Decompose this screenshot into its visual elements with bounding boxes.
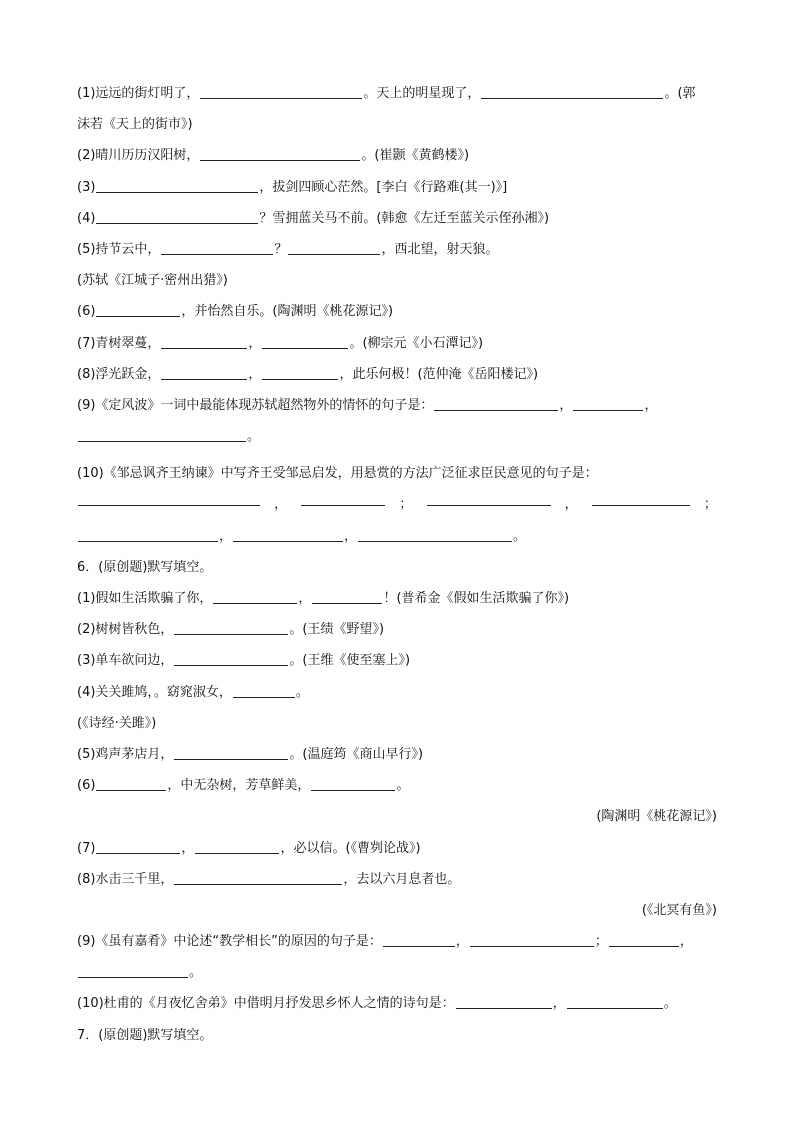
answer-blank[interactable]	[174, 868, 342, 885]
q6-item-8	[77, 864, 717, 895]
text: ，拔剑四顾心茫然。[李白《行路难(其一)》]	[259, 179, 508, 195]
answer-blank[interactable]	[96, 300, 180, 317]
answer-blank[interactable]	[96, 837, 180, 854]
citation: (陶渊明《桃花源记》)	[596, 809, 717, 825]
text: ，西北望，射天狼。	[381, 241, 499, 257]
answer-blank[interactable]	[567, 992, 663, 1009]
q6-item-6-cont	[77, 801, 717, 832]
text: ，中无杂树，芳草鲜美，	[167, 778, 311, 794]
answer-blank[interactable]	[174, 649, 288, 666]
text: ，	[248, 335, 262, 351]
text: 。(崔颢《黄鹤楼》)	[361, 148, 470, 164]
answer-blank[interactable]	[161, 238, 273, 255]
text: ，	[248, 366, 262, 382]
q6-item-3	[77, 645, 717, 676]
q5-item-2	[77, 140, 717, 171]
text: 。天上的明星现了，	[363, 86, 481, 101]
q6-heading	[77, 552, 717, 583]
answer-blank[interactable]	[383, 930, 455, 947]
text: (7)	[77, 840, 96, 856]
text: 。(温庭筠《商山早行》)	[289, 746, 424, 762]
answer-blank[interactable]	[195, 837, 279, 854]
answer-blank[interactable]	[78, 425, 246, 442]
text: ，	[644, 397, 658, 413]
answer-blank[interactable]	[262, 332, 348, 349]
answer-blank[interactable]	[161, 332, 247, 349]
answer-blank[interactable]	[96, 176, 258, 193]
q7-heading	[77, 1020, 717, 1051]
text: ，	[455, 934, 469, 950]
text: (1)假如生活欺骗了你，	[77, 591, 213, 606]
q5-item-5	[77, 234, 717, 265]
citation: (《北冥有鱼》)	[641, 902, 717, 918]
q5-item-10-cont	[77, 489, 717, 520]
citation: (《诗经·关雎》)	[77, 715, 157, 731]
text: ，	[298, 591, 312, 606]
text: 。(王维《使至塞上》)	[289, 653, 411, 669]
answer-blank[interactable]	[96, 207, 258, 224]
q6-item-10	[77, 988, 717, 1019]
q6-item-1	[77, 583, 717, 614]
text: (5)持节云中，	[77, 241, 161, 257]
answer-blank[interactable]	[213, 587, 297, 604]
text: ；	[594, 934, 608, 950]
text: ？雪拥蓝关马不前。(韩愈《左迁至蓝关示侄孙湘》)	[259, 210, 550, 226]
text: (2)晴川历历汉阳树，	[77, 148, 200, 164]
q5-item-6	[77, 296, 717, 327]
text: ，	[344, 528, 358, 544]
answer-blank[interactable]	[233, 525, 343, 542]
q6-item-9	[77, 926, 717, 957]
text: ，	[679, 934, 693, 950]
text: 。(王绩《野望》)	[289, 622, 385, 638]
answer-blank[interactable]	[427, 489, 551, 506]
text: (2)树树皆秋色，	[77, 622, 174, 638]
text: 。(郭	[664, 86, 696, 101]
text: (1)远远的街灯明了，	[77, 86, 200, 101]
answer-blank[interactable]	[200, 82, 362, 99]
text: (4)关关雎鸠，。窈窕淑女，	[77, 684, 232, 700]
answer-blank[interactable]	[78, 961, 188, 978]
text: 。	[247, 429, 261, 445]
text: (3)	[77, 179, 96, 195]
answer-blank[interactable]	[434, 394, 558, 411]
q6-item-9-cont	[77, 957, 717, 988]
question-heading: 6．(原创题)默写填空。	[77, 559, 213, 575]
q6-item-4	[77, 677, 717, 708]
text: ，	[559, 397, 573, 413]
text: (9)《虽有嘉肴》中论述“教学相长”的原因的句子是：	[77, 934, 382, 950]
answer-blank[interactable]	[573, 394, 643, 411]
citation: 沫若《天上的街市》)	[77, 117, 193, 133]
q6-item-2	[77, 614, 717, 645]
q5-item-5-cont	[77, 265, 717, 296]
text: 。	[513, 528, 527, 544]
text: (8)水击三千里，	[77, 871, 174, 887]
text: (9)《定风波》一词中最能体现苏轼超然物外的情怀的句子是：	[77, 397, 434, 413]
text: (6)	[77, 304, 96, 320]
answer-blank[interactable]	[174, 743, 288, 760]
text: 。	[396, 778, 410, 794]
exercise-page	[77, 78, 717, 1051]
answer-blank[interactable]	[470, 930, 594, 947]
text: ，	[181, 840, 195, 856]
q5-item-1	[77, 78, 717, 109]
q6-item-7	[77, 833, 717, 864]
text: 。	[663, 996, 677, 1012]
answer-blank[interactable]	[609, 930, 679, 947]
text: ，	[564, 497, 578, 513]
answer-blank[interactable]	[358, 525, 512, 542]
q6-item-6	[77, 770, 717, 801]
q5-item-9-cont	[77, 421, 717, 452]
text: ？	[274, 241, 288, 257]
text: 。	[295, 684, 309, 700]
text: (4)	[77, 210, 96, 226]
citation: (苏轼《江城子·密州出猎》)	[77, 273, 228, 289]
answer-blank[interactable]	[233, 681, 295, 698]
text: ；	[399, 497, 413, 513]
text: 。	[189, 965, 203, 981]
q6-item-5	[77, 739, 717, 770]
answer-blank[interactable]	[78, 489, 260, 506]
text: (5)鸡声茅店月，	[77, 746, 174, 762]
text: ，	[552, 996, 566, 1012]
answer-blank[interactable]	[161, 363, 247, 380]
q5-item-3	[77, 172, 717, 203]
answer-blank[interactable]	[288, 238, 380, 255]
answer-blank[interactable]	[456, 992, 552, 1009]
answer-blank[interactable]	[311, 774, 395, 791]
answer-blank[interactable]	[592, 489, 690, 506]
answer-blank[interactable]	[262, 363, 338, 380]
q5-item-8	[77, 359, 717, 390]
q6-item-4-cont	[77, 708, 717, 739]
q5-item-10	[77, 458, 717, 489]
answer-blank[interactable]	[78, 525, 218, 542]
text: (3)单车欲问边，	[77, 653, 174, 669]
text: ！(普希金《假如生活欺骗了你》)	[383, 591, 570, 606]
answer-blank[interactable]	[301, 489, 385, 506]
q5-item-10-cont2	[77, 521, 717, 552]
text: (6)	[77, 778, 96, 794]
text: (8)浮光跃金，	[77, 366, 161, 382]
text: ，	[274, 497, 288, 513]
q5-item-1-cont	[77, 109, 717, 140]
text: (7)青树翠蔓，	[77, 335, 161, 351]
answer-blank[interactable]	[200, 144, 360, 161]
question-heading: 7．(原创题)默写填空。	[77, 1027, 213, 1043]
answer-blank[interactable]	[96, 774, 166, 791]
answer-blank[interactable]	[174, 618, 288, 635]
text: ，此乐何极！(范仲淹《岳阳楼记》)	[339, 366, 539, 382]
answer-blank[interactable]	[312, 587, 382, 604]
q5-item-9	[77, 390, 717, 421]
text: (10)《邹忌讽齐王纳谏》中写齐王受邹忌启发，用悬赏的方法广泛征求臣民意见的句子是：	[77, 466, 598, 482]
answer-blank[interactable]	[481, 82, 663, 99]
text: ；	[703, 497, 717, 513]
q5-item-7	[77, 328, 717, 359]
text: ，并怡然自乐。(陶渊明《桃花源记》)	[181, 304, 394, 320]
text: (10)杜甫的《月夜忆舍弟》中借明月抒发思乡怀人之情的诗句是：	[77, 996, 455, 1012]
text: ，	[219, 528, 233, 544]
text: ，必以信。(《曹刿论战》)	[280, 840, 421, 856]
q6-item-8-cont	[77, 895, 717, 926]
text: ，去以六月息者也。	[343, 871, 461, 887]
q5-item-4	[77, 203, 717, 234]
text: 。(柳宗元《小石潭记》)	[349, 335, 484, 351]
